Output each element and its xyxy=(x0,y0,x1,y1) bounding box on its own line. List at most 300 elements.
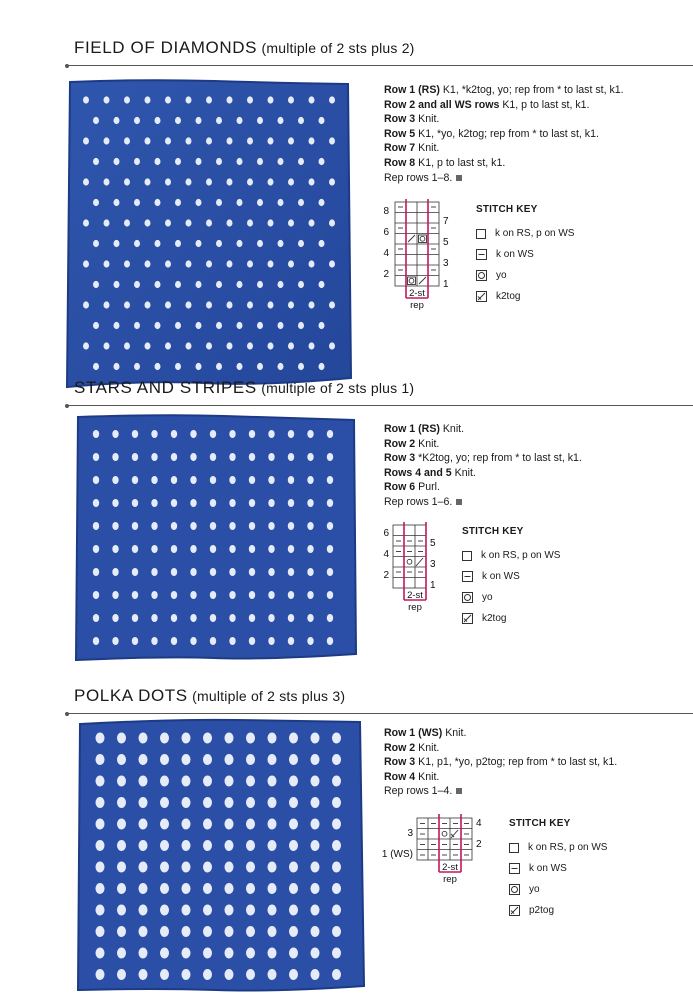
eyelet-hole xyxy=(132,453,138,461)
eyelet-hole xyxy=(329,96,335,103)
eyelet-hole xyxy=(112,545,118,553)
eyelet-hole xyxy=(145,96,151,103)
eyelet-hole xyxy=(151,453,157,461)
eyelet-hole xyxy=(96,840,105,851)
eyelet-hole xyxy=(134,117,140,124)
eyelet-hole xyxy=(268,840,277,851)
eyelet-hole xyxy=(307,476,313,484)
eyelet-hole xyxy=(288,568,294,576)
eyelet-hole xyxy=(332,776,341,787)
eyelet-hole xyxy=(309,301,315,308)
eyelet-hole xyxy=(227,301,233,308)
eyelet-hole xyxy=(203,776,212,787)
eyelet-hole xyxy=(114,117,120,124)
knit-swatch-image xyxy=(74,414,358,662)
section-rule xyxy=(68,713,693,714)
chart-row-label: 3 xyxy=(443,258,449,269)
pattern-instructions xyxy=(384,422,684,510)
section-title: STARS AND STRIPES xyxy=(74,378,257,397)
eyelet-hole xyxy=(117,862,126,873)
eyelet-hole xyxy=(186,301,192,308)
eyelet-hole xyxy=(151,545,157,553)
eyelet-hole xyxy=(249,522,255,530)
eyelet-hole xyxy=(124,342,130,349)
stitch-chart xyxy=(380,198,460,320)
eyelet-hole xyxy=(288,499,294,507)
chart-row-label: 7 xyxy=(443,216,449,227)
eyelet-hole xyxy=(134,240,140,247)
eyelet-hole xyxy=(93,322,99,329)
eyelet-hole xyxy=(112,430,118,438)
eyelet-hole xyxy=(268,522,274,530)
eyelet-hole xyxy=(319,363,325,370)
eyelet-hole xyxy=(329,137,335,144)
eyelet-hole xyxy=(139,754,148,765)
eyelet-hole xyxy=(246,797,255,808)
eyelet-hole xyxy=(237,363,243,370)
eyelet-hole xyxy=(190,499,196,507)
eyelet-hole xyxy=(327,614,333,622)
instruction-row: Row 2 Knit. xyxy=(384,741,440,754)
knit-swatch-image xyxy=(76,718,366,994)
eyelet-hole xyxy=(203,754,212,765)
eyelet-hole xyxy=(307,591,313,599)
eyelet-hole xyxy=(104,96,110,103)
eyelet-hole xyxy=(132,614,138,622)
chart-row-label: 3 xyxy=(430,559,436,570)
eyelet-hole xyxy=(186,260,192,267)
eyelet-hole xyxy=(93,158,99,165)
eyelet-hole xyxy=(227,342,233,349)
eyelet-hole xyxy=(289,926,298,937)
eyelet-hole xyxy=(329,301,335,308)
eyelet-hole xyxy=(327,499,333,507)
eyelet-hole xyxy=(117,733,126,744)
eyelet-hole xyxy=(171,499,177,507)
eyelet-hole xyxy=(160,905,169,916)
eyelet-hole xyxy=(132,545,138,553)
eyelet-hole xyxy=(210,476,216,484)
eyelet-hole xyxy=(175,199,181,206)
instruction-row: Row 1 (RS) K1, *k2tog, yo; rep from * to last st, k1. xyxy=(384,84,624,96)
key-item: k on WS xyxy=(462,566,560,587)
eyelet-hole xyxy=(206,219,212,226)
eyelet-hole xyxy=(288,342,294,349)
eyelet-hole xyxy=(96,819,105,830)
eyelet-hole xyxy=(104,260,110,267)
eyelet-hole xyxy=(329,342,335,349)
eyelet-hole xyxy=(227,96,233,103)
eyelet-hole xyxy=(132,476,138,484)
eyelet-hole xyxy=(175,281,181,288)
eyelet-hole xyxy=(190,568,196,576)
eyelet-hole xyxy=(206,178,212,185)
eyelet-hole xyxy=(206,301,212,308)
eyelet-hole xyxy=(237,158,243,165)
eyelet-hole xyxy=(83,137,89,144)
eyelet-hole xyxy=(249,591,255,599)
eyelet-hole xyxy=(307,614,313,622)
eyelet-hole xyxy=(182,754,191,765)
eyelet-hole xyxy=(210,591,216,599)
eyelet-hole xyxy=(117,948,126,959)
chart-repeat-label: 2-st xyxy=(409,288,425,299)
eyelet-hole xyxy=(93,430,99,438)
eyelet-hole xyxy=(268,96,274,103)
eyelet-hole xyxy=(257,158,263,165)
section-subtitle: (multiple of 2 sts plus 2) xyxy=(261,40,415,56)
section-rule xyxy=(68,65,693,66)
eyelet-hole xyxy=(311,733,320,744)
eyelet-hole xyxy=(190,476,196,484)
section-title: POLKA DOTS xyxy=(74,686,188,705)
eyelet-hole xyxy=(289,733,298,744)
eyelet-hole xyxy=(124,96,130,103)
section-subtitle: (multiple of 2 sts plus 1) xyxy=(261,380,415,396)
eyelet-hole xyxy=(268,430,274,438)
eyelet-hole xyxy=(225,797,234,808)
eyelet-hole xyxy=(190,637,196,645)
eyelet-hole xyxy=(327,545,333,553)
eyelet-hole xyxy=(227,178,233,185)
eyelet-hole xyxy=(289,905,298,916)
eyelet-hole xyxy=(203,948,212,959)
pattern-instructions xyxy=(384,726,684,799)
eyelet-hole xyxy=(329,260,335,267)
eyelet-hole xyxy=(210,522,216,530)
eyelet-hole xyxy=(298,199,304,206)
eyelet-hole xyxy=(229,568,235,576)
eyelet-hole xyxy=(210,568,216,576)
end-square-icon xyxy=(456,788,462,794)
eyelet-hole xyxy=(182,797,191,808)
eyelet-hole xyxy=(225,862,234,873)
eyelet-hole xyxy=(249,637,255,645)
eyelet-hole xyxy=(332,754,341,765)
eyelet-hole xyxy=(160,883,169,894)
eyelet-hole xyxy=(247,342,253,349)
eyelet-hole xyxy=(139,883,148,894)
instruction-row: Row 3 K1, p1, *yo, p2tog; rep from * to last st, k1. xyxy=(384,756,618,769)
pattern-instructions xyxy=(384,83,684,185)
instruction-row: Row 5 K1, *yo, k2tog; rep from * to last st, k1. xyxy=(384,127,599,140)
eyelet-hole xyxy=(104,137,110,144)
eyelet-hole xyxy=(165,137,171,144)
instruction-row: Row 8 K1, p to last st, k1. xyxy=(384,156,506,169)
eyelet-hole xyxy=(237,199,243,206)
eyelet-hole xyxy=(327,568,333,576)
eyelet-hole xyxy=(319,322,325,329)
eyelet-hole xyxy=(278,322,284,329)
eyelet-hole xyxy=(139,797,148,808)
eyelet-hole xyxy=(139,862,148,873)
eyelet-hole xyxy=(124,301,130,308)
eyelet-hole xyxy=(216,158,222,165)
eyelet-hole xyxy=(104,342,110,349)
eyelet-hole xyxy=(249,499,255,507)
eyelet-hole xyxy=(93,545,99,553)
key-item: k on WS xyxy=(509,858,607,879)
eyelet-hole xyxy=(268,733,277,744)
stitch-key xyxy=(476,204,574,307)
eyelet-hole xyxy=(229,522,235,530)
eyelet-hole xyxy=(117,797,126,808)
section-title: FIELD OF DIAMONDS xyxy=(74,38,258,57)
eyelet-hole xyxy=(124,137,130,144)
eyelet-hole xyxy=(171,476,177,484)
eyelet-hole xyxy=(246,948,255,959)
empty-square-icon xyxy=(462,551,472,561)
yo-circle-icon xyxy=(509,884,520,895)
eyelet-hole xyxy=(237,322,243,329)
eyelet-hole xyxy=(182,948,191,959)
eyelet-hole xyxy=(124,178,130,185)
chart-repeat-label: rep xyxy=(410,300,424,311)
eyelet-hole xyxy=(319,240,325,247)
eyelet-hole xyxy=(289,948,298,959)
eyelet-hole xyxy=(307,499,313,507)
chart-repeat-label: 2-st xyxy=(442,862,458,873)
eyelet-hole xyxy=(190,545,196,553)
eyelet-hole xyxy=(104,178,110,185)
eyelet-hole xyxy=(190,430,196,438)
eyelet-hole xyxy=(96,969,105,980)
eyelet-hole xyxy=(289,819,298,830)
instruction-row: Row 3 *K2tog, yo; rep from * to last st, k1. xyxy=(384,452,582,465)
p2tog-slash-icon xyxy=(509,905,520,916)
eyelet-hole xyxy=(332,819,341,830)
eyelet-hole xyxy=(196,281,202,288)
section-field-of-diamonds xyxy=(0,38,693,368)
eyelet-hole xyxy=(196,199,202,206)
eyelet-hole xyxy=(96,948,105,959)
eyelet-hole xyxy=(203,883,212,894)
eyelet-hole xyxy=(160,862,169,873)
eyelet-hole xyxy=(96,883,105,894)
instruction-row: Row 4 Knit. xyxy=(384,770,440,783)
eyelet-hole xyxy=(93,240,99,247)
eyelet-hole xyxy=(134,158,140,165)
stitch-key-heading: STITCH KEY xyxy=(462,526,524,537)
eyelet-hole xyxy=(216,199,222,206)
eyelet-hole xyxy=(182,862,191,873)
eyelet-hole xyxy=(114,240,120,247)
eyelet-hole xyxy=(139,840,148,851)
eyelet-hole xyxy=(288,219,294,226)
eyelet-hole xyxy=(225,733,234,744)
chart-row-label: 5 xyxy=(430,538,436,549)
eyelet-hole xyxy=(134,322,140,329)
eyelet-hole xyxy=(257,117,263,124)
eyelet-hole xyxy=(160,797,169,808)
eyelet-hole xyxy=(227,260,233,267)
eyelet-hole xyxy=(155,199,161,206)
eyelet-hole xyxy=(165,178,171,185)
eyelet-hole xyxy=(132,522,138,530)
eyelet-hole xyxy=(175,158,181,165)
eyelet-hole xyxy=(268,948,277,959)
eyelet-hole xyxy=(327,430,333,438)
eyelet-hole xyxy=(151,637,157,645)
eyelet-hole xyxy=(132,637,138,645)
eyelet-hole xyxy=(96,862,105,873)
instruction-repeat: Rep rows 1–8. xyxy=(384,171,684,186)
eyelet-hole xyxy=(190,453,196,461)
eyelet-hole xyxy=(278,281,284,288)
eyelet-hole xyxy=(249,568,255,576)
eyelet-hole xyxy=(114,281,120,288)
chart-row-label: 8 xyxy=(383,206,389,217)
eyelet-hole xyxy=(104,301,110,308)
eyelet-hole xyxy=(246,754,255,765)
eyelet-hole xyxy=(104,219,110,226)
eyelet-hole xyxy=(155,281,161,288)
eyelet-hole xyxy=(114,363,120,370)
eyelet-hole xyxy=(83,301,89,308)
eyelet-hole xyxy=(93,522,99,530)
eyelet-hole xyxy=(203,969,212,980)
eyelet-hole xyxy=(206,96,212,103)
eyelet-hole xyxy=(139,948,148,959)
eyelet-hole xyxy=(139,776,148,787)
eyelet-hole xyxy=(139,926,148,937)
eyelet-hole xyxy=(311,926,320,937)
eyelet-hole xyxy=(112,637,118,645)
eyelet-hole xyxy=(268,178,274,185)
eyelet-hole xyxy=(139,905,148,916)
eyelet-hole xyxy=(225,969,234,980)
chart-repeat-label: rep xyxy=(443,874,457,885)
instruction-row: Row 2 and all WS rows K1, p to last st, k1. xyxy=(384,98,590,111)
eyelet-hole xyxy=(182,776,191,787)
eyelet-hole xyxy=(203,926,212,937)
eyelet-hole xyxy=(288,178,294,185)
eyelet-hole xyxy=(93,363,99,370)
eyelet-hole xyxy=(96,797,105,808)
eyelet-hole xyxy=(165,219,171,226)
eyelet-hole xyxy=(311,883,320,894)
section-stars-and-stripes xyxy=(0,378,693,678)
stitch-key-heading: STITCH KEY xyxy=(476,204,538,215)
eyelet-hole xyxy=(83,219,89,226)
eyelet-hole xyxy=(288,301,294,308)
eyelet-hole xyxy=(249,453,255,461)
eyelet-hole xyxy=(332,883,341,894)
eyelet-hole xyxy=(288,453,294,461)
eyelet-hole xyxy=(307,637,313,645)
eyelet-hole xyxy=(151,591,157,599)
eyelet-hole xyxy=(190,522,196,530)
stitch-key-heading: STITCH KEY xyxy=(509,818,571,829)
eyelet-hole xyxy=(268,614,274,622)
instruction-row: Row 1 (RS) Knit. xyxy=(384,423,465,435)
eyelet-hole xyxy=(247,137,253,144)
section-heading xyxy=(74,686,345,706)
eyelet-hole xyxy=(145,301,151,308)
instruction-row: Row 7 Knit. xyxy=(384,142,440,155)
eyelet-hole xyxy=(327,522,333,530)
eyelet-hole xyxy=(298,117,304,124)
eyelet-hole xyxy=(182,883,191,894)
eyelet-hole xyxy=(112,568,118,576)
chart-row-label: 2 xyxy=(383,570,389,581)
eyelet-hole xyxy=(186,342,192,349)
eyelet-hole xyxy=(117,926,126,937)
eyelet-hole xyxy=(182,926,191,937)
eyelet-hole xyxy=(216,117,222,124)
eyelet-hole xyxy=(145,260,151,267)
chart-row-label: 1 (WS) xyxy=(381,849,413,860)
eyelet-hole xyxy=(249,430,255,438)
eyelet-hole xyxy=(151,522,157,530)
eyelet-hole xyxy=(246,840,255,851)
eyelet-hole xyxy=(311,797,320,808)
eyelet-hole xyxy=(332,840,341,851)
eyelet-hole xyxy=(288,476,294,484)
eyelet-hole xyxy=(171,453,177,461)
end-square-icon xyxy=(456,175,462,181)
eyelet-hole xyxy=(165,342,171,349)
eyelet-hole xyxy=(93,499,99,507)
key-item: yo xyxy=(509,879,607,900)
eyelet-hole xyxy=(203,733,212,744)
eyelet-hole xyxy=(298,281,304,288)
key-item: p2tog xyxy=(509,900,607,921)
stitch-key xyxy=(509,818,607,921)
eyelet-hole xyxy=(268,905,277,916)
eyelet-hole xyxy=(112,453,118,461)
eyelet-hole xyxy=(182,733,191,744)
instruction-row: Rows 4 and 5 Knit. xyxy=(384,466,476,479)
eyelet-hole xyxy=(114,199,120,206)
eyelet-hole xyxy=(93,568,99,576)
key-item: k on WS xyxy=(476,244,574,265)
eyelet-hole xyxy=(117,969,126,980)
knit-swatch-image xyxy=(64,78,354,392)
eyelet-hole xyxy=(246,883,255,894)
eyelet-hole xyxy=(309,137,315,144)
eyelet-hole xyxy=(175,363,181,370)
eyelet-hole xyxy=(329,219,335,226)
eyelet-hole xyxy=(288,96,294,103)
eyelet-hole xyxy=(151,568,157,576)
eyelet-hole xyxy=(257,281,263,288)
eyelet-hole xyxy=(160,926,169,937)
eyelet-hole xyxy=(327,637,333,645)
eyelet-hole xyxy=(151,430,157,438)
eyelet-hole xyxy=(93,281,99,288)
eyelet-hole xyxy=(96,926,105,937)
eyelet-hole xyxy=(93,637,99,645)
eyelet-hole xyxy=(288,637,294,645)
eyelet-hole xyxy=(186,96,192,103)
eyelet-hole xyxy=(237,240,243,247)
eyelet-hole xyxy=(225,948,234,959)
eyelet-hole xyxy=(117,883,126,894)
instruction-repeat: Rep rows 1–4. xyxy=(384,784,684,799)
eyelet-hole xyxy=(145,219,151,226)
eyelet-hole xyxy=(132,430,138,438)
eyelet-hole xyxy=(332,948,341,959)
stitch-key xyxy=(462,526,560,629)
instruction-row: Row 6 Purl. xyxy=(384,481,440,494)
eyelet-hole xyxy=(210,637,216,645)
instruction-row: Row 1 (WS) Knit. xyxy=(384,727,467,739)
eyelet-hole xyxy=(175,240,181,247)
eyelet-hole xyxy=(165,260,171,267)
eyelet-hole xyxy=(268,819,277,830)
eyelet-hole xyxy=(155,117,161,124)
